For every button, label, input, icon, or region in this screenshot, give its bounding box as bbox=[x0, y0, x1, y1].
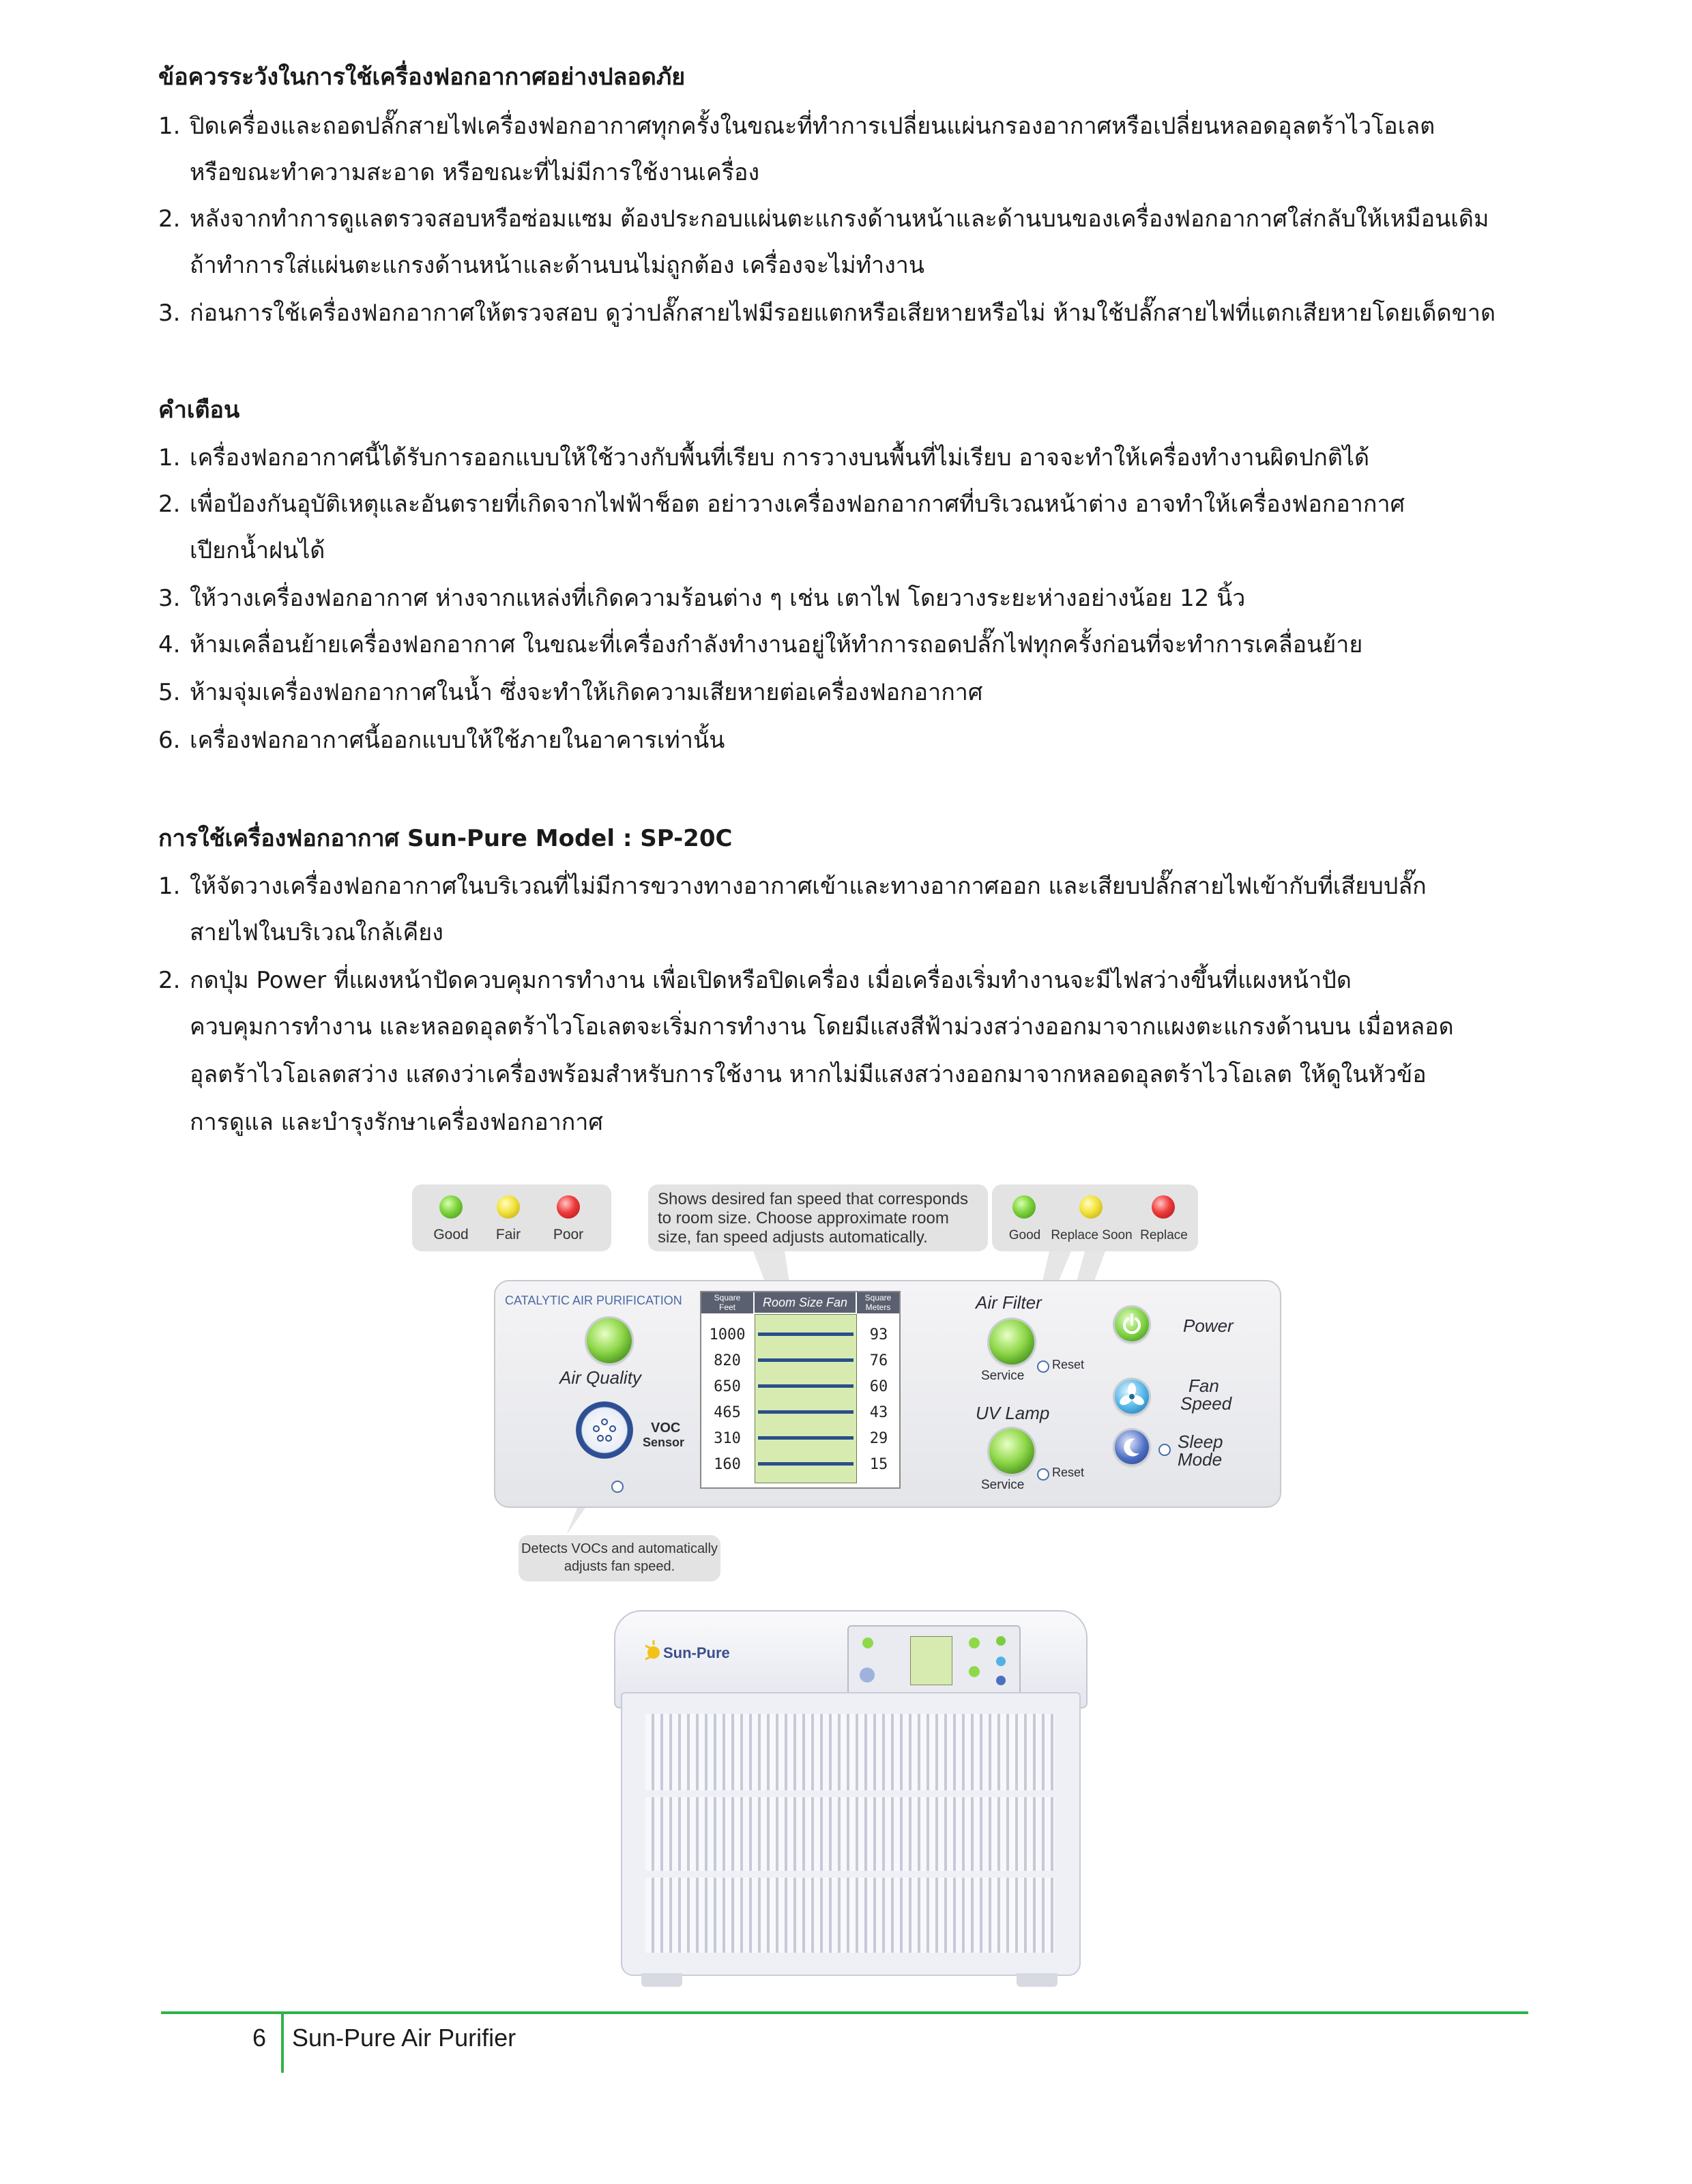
service-label: Service bbox=[981, 1369, 1025, 1383]
voc-label: VOC bbox=[651, 1421, 681, 1436]
sleep-label: Sleep bbox=[1178, 1431, 1223, 1452]
filter-reset-button[interactable] bbox=[1037, 1360, 1049, 1373]
square-meters-header: Square Meters bbox=[857, 1292, 899, 1313]
list-item: 1. เครื่องฟอกอากาศนี้ได้รับการออกแบบให้ใช้วางกับพื้นที่เรียบ การวางบนพื้นที่ไม่เรียบ อาจจะทำให้เครื่องทำงานผิดปกติได้ bbox=[158, 444, 1370, 471]
mini-fan-icon bbox=[996, 1657, 1006, 1666]
list-item-continuation: หรือขณะทำความสะอาด หรือขณะที่ไม่มีการใช้งานเครื่อง bbox=[190, 159, 760, 186]
speed-bar bbox=[758, 1436, 854, 1440]
mini-indicator-icon bbox=[969, 1666, 980, 1677]
fan-label: Fan bbox=[1188, 1375, 1219, 1396]
sqft-1000: 1000 bbox=[709, 1326, 746, 1343]
voc-tooltip: Detects VOCs and automatically adjusts fan speed. bbox=[519, 1535, 720, 1582]
sleep-mode-button[interactable] bbox=[1115, 1430, 1149, 1464]
device-logo: Sun-Pure bbox=[663, 1644, 730, 1661]
sqft-310: 310 bbox=[714, 1430, 741, 1447]
room-size-table bbox=[700, 1291, 901, 1489]
sqm-15: 15 bbox=[869, 1456, 888, 1473]
list-item: 6. เครื่องฟอกอากาศนี้ออกแบบให้ใช้ภายในอาคารเท่านั้น bbox=[158, 727, 725, 754]
sqm-60: 60 bbox=[869, 1378, 888, 1395]
mode-label: Mode bbox=[1178, 1449, 1223, 1470]
list-item-continuation: อุลตร้าไวโอเลตสว่าง แสดงว่าเครื่องพร้อมสำหรับการใช้งาน หากไม่มีแสงสว่างออกมาจากหลอดอุลตร้าไวโอเลต ให้ดูในหัวข้อ bbox=[190, 1061, 1427, 1088]
mini-power-icon bbox=[996, 1636, 1006, 1646]
speed-bar bbox=[758, 1358, 854, 1362]
mini-sleep-icon bbox=[996, 1676, 1006, 1685]
purifier-foot bbox=[641, 1973, 682, 1987]
square-feet-header: Square Feet bbox=[701, 1292, 753, 1313]
sqft-465: 465 bbox=[714, 1404, 741, 1421]
panel-brand-line: CATALYTIC AIR PURIFICATION bbox=[505, 1294, 682, 1307]
air-quality-label: Air Quality bbox=[559, 1367, 641, 1388]
mini-display bbox=[910, 1636, 952, 1685]
list-item-continuation: เปียกน้ำฝนได้ bbox=[190, 537, 325, 564]
uv-lamp-label: UV Lamp bbox=[976, 1403, 1050, 1423]
air-filter-label: Air Filter bbox=[976, 1292, 1042, 1313]
legend-label-replace-soon: Replace Soon bbox=[1051, 1228, 1133, 1242]
list-item: 3. ให้วางเครื่องฟอกอากาศ ห่างจากแหล่งที่เกิดความร้อนต่าง ๆ เช่น เตาไฟ โดยวางระยะห่างอย่างน้อย 12 นิ้ว bbox=[158, 585, 1246, 612]
list-item: 2. กดปุ่ม Power ที่แผงหน้าปัดควบคุมการทำงาน เพื่อเปิดหรือปิดเครื่อง เมื่อเครื่องเริ่มทำงานจะมีไฟสว่างขึ้นที่แผงหน้าปัด bbox=[158, 967, 1352, 994]
uv-lamp-indicator bbox=[989, 1429, 1034, 1474]
footer-title: Sun-Pure Air Purifier bbox=[292, 2024, 516, 2052]
power-icon bbox=[1115, 1307, 1149, 1341]
voc-indicator-dot bbox=[611, 1481, 624, 1493]
list-item: 1. ให้จัดวางเครื่องฟอกอากาศในบริเวณที่ไม่มีการขวางทางอากาศเข้าและทางอากาศออก และเสียบปลั๊กสายไฟเข้ากับที่เสียบปลั๊ก bbox=[158, 873, 1427, 900]
sqft-650: 650 bbox=[714, 1378, 741, 1395]
room-size-fan-speed-header: Room Size Fan bbox=[755, 1292, 856, 1313]
sqm-76: 76 bbox=[869, 1352, 888, 1369]
uv-reset-button[interactable] bbox=[1037, 1468, 1049, 1481]
voc-sensor-icon bbox=[576, 1401, 633, 1459]
front-grille bbox=[645, 1714, 1055, 1953]
sensor-label: Sensor bbox=[643, 1436, 685, 1449]
footer-rule bbox=[161, 2011, 1528, 2014]
list-item-continuation: ถ้าทำการใส่แผ่นตะแกรงด้านหน้าและด้านบนไม่ถูกต้อง เครื่องจะไม่ทำงาน bbox=[190, 252, 925, 279]
sqm-93: 93 bbox=[869, 1326, 888, 1343]
section-heading-usage: การใช้เครื่องฟอกอากาศ Sun-Pure Model : SP-20C bbox=[158, 825, 733, 852]
sqft-160: 160 bbox=[714, 1456, 741, 1473]
power-label: Power bbox=[1183, 1315, 1234, 1336]
sqm-43: 43 bbox=[869, 1404, 888, 1421]
power-button[interactable] bbox=[1115, 1307, 1149, 1341]
legend-label-poor: Poor bbox=[553, 1227, 584, 1242]
reset-label: Reset bbox=[1052, 1358, 1085, 1371]
legend-label-replace: Replace bbox=[1140, 1228, 1188, 1242]
fan-speed-tooltip: Shows desired fan speed that corresponds to room size. Choose approximate room size, fan speed adjusts automatically. bbox=[648, 1184, 988, 1251]
list-item: 1. ปิดเครื่องและถอดปลั๊กสายไฟเครื่องฟอกอากาศทุกครั้งในขณะที่ทำการเปลี่ยนแผ่นกรองอากาศหรือเปลี่ยนหลอดอุลตร้าไวโอเลต bbox=[158, 113, 1435, 140]
sqft-820: 820 bbox=[714, 1352, 741, 1369]
sleep-indicator-dot bbox=[1158, 1444, 1171, 1456]
section-heading-warning: คำเตือน bbox=[158, 396, 240, 424]
speed-bar bbox=[758, 1410, 854, 1414]
fan-speed-display bbox=[755, 1314, 857, 1483]
list-item: 3. ก่อนการใช้เครื่องฟอกอากาศให้ตรวจสอบ ดูว่าปลั๊กสายไฟมีรอยแตกหรือเสียหายหรือไม่ ห้ามใช้ปลั๊กสายไฟที่แตกเสียหายโดยเด็ดขาด bbox=[158, 300, 1496, 327]
list-item: 4. ห้ามเคลื่อนย้ายเครื่องฟอกอากาศ ในขณะที่เครื่องกำลังทำงานอยู่ให้ทำการถอดปลั๊กไฟทุกครั้งก่อนที่จะทำการเคลื่อนย้าย bbox=[158, 631, 1363, 658]
list-item-continuation: ควบคุมการทำงาน และหลอดอุลตร้าไวโอเลตจะเริ่มการทำงาน โดยมีแสงสีฟ้าม่วงสว่างออกมาจากแผงตะแกรงด้านบน เมื่อหลอด bbox=[190, 1013, 1454, 1040]
service-label: Service bbox=[981, 1478, 1025, 1492]
air-filter-indicator bbox=[989, 1320, 1034, 1365]
legend-label-fair: Fair bbox=[495, 1227, 521, 1242]
moon-icon bbox=[1115, 1430, 1149, 1464]
list-item-continuation: การดูแล และบำรุงรักษาเครื่องฟอกอากาศ bbox=[190, 1109, 603, 1136]
speed-bar bbox=[758, 1333, 854, 1336]
speed-label: Speed bbox=[1180, 1393, 1232, 1414]
mini-sensor-icon bbox=[860, 1668, 875, 1683]
purifier-body bbox=[621, 1692, 1081, 1976]
list-item: 5. ห้ามจุ่มเครื่องฟอกอากาศในน้ำ ซึ่งจะทำให้เกิดความเสียหายต่อเครื่องฟอกอากาศ bbox=[158, 679, 983, 706]
speed-bar bbox=[758, 1384, 854, 1388]
legend-label-good: Good bbox=[433, 1227, 469, 1242]
legend-label-good: Good bbox=[1008, 1228, 1041, 1242]
air-quality-indicator bbox=[587, 1318, 632, 1363]
sqm-29: 29 bbox=[869, 1430, 888, 1447]
reset-label: Reset bbox=[1052, 1466, 1085, 1479]
list-item: 2. หลังจากทำการดูแลตรวจสอบหรือซ่อมแซม ต้องประกอบแผ่นตะแกรงด้านหน้าและด้านบนของเครื่องฟอกอากาศใส่กลับให้เหมือนเดิม bbox=[158, 205, 1489, 233]
speed-bar bbox=[758, 1462, 854, 1466]
mini-indicator-icon bbox=[969, 1637, 980, 1648]
mini-control-panel bbox=[847, 1625, 1021, 1696]
section-heading-safety: ข้อควรระวังในการใช้เครื่องฟอกอากาศอย่างปลอดภัย bbox=[158, 63, 686, 91]
mini-indicator-icon bbox=[862, 1637, 873, 1648]
fan-speed-button[interactable] bbox=[1115, 1380, 1149, 1414]
list-item: 2. เพื่อป้องกันอุบัติเหตุและอันตรายที่เกิดจากไฟฟ้าช็อต อย่าวางเครื่องฟอกอากาศที่บริเวณหน้าต่าง อาจทำให้เครื่องฟอกอากาศ bbox=[158, 491, 1405, 518]
purifier-foot bbox=[1017, 1973, 1058, 1987]
list-item-continuation: สายไฟในบริเวณใกล้เคียง bbox=[190, 919, 443, 946]
footer-divider bbox=[281, 2014, 284, 2073]
fan-icon bbox=[1115, 1380, 1149, 1414]
page-number: 6 bbox=[252, 2024, 267, 2052]
sun-logo-icon bbox=[643, 1639, 666, 1666]
